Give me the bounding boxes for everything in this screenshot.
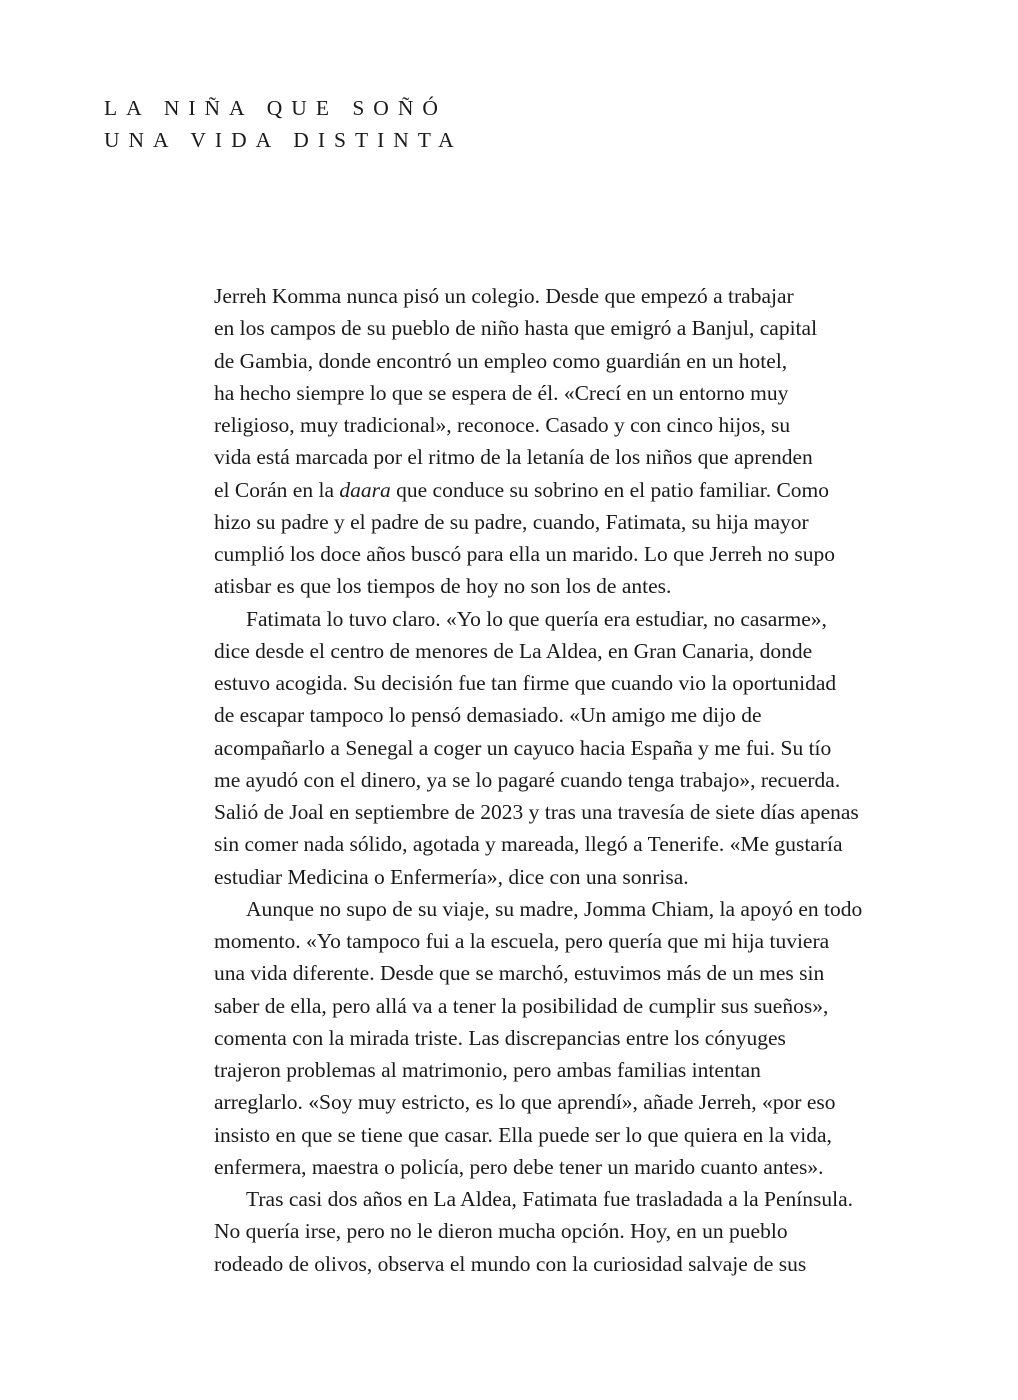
text-line: hizo su padre y el padre de su padre, cuando, Fatimata, su hija mayor bbox=[214, 509, 809, 534]
text-line: atisbar es que los tiempos de hoy no son los de antes. bbox=[214, 574, 672, 599]
text-line: ha hecho siempre lo que se espera de él. «Crecí en un entorno muy bbox=[214, 380, 789, 405]
text-line: acompañarlo a Senegal a coger un cayuco hacia España y me fui. Su tío bbox=[214, 735, 832, 760]
text-line: insisto en que se tiene que casar. Ella puede ser lo que quiera en la vida, bbox=[214, 1122, 832, 1147]
text-line: saber de ella, pero allá va a tener la posibilidad de cumplir sus sueños», bbox=[214, 993, 829, 1018]
text-line: me ayudó con el dinero, ya se lo pagaré cuando tenga trabajo», recuerda. bbox=[214, 767, 841, 792]
text-line: Jerreh Komma nunca pisó un colegio. Desde que empezó a trabajar bbox=[214, 284, 794, 308]
text-line: arreglarlo. «Soy muy estricto, es lo que aprendí», añade Jerreh, «por eso bbox=[214, 1090, 836, 1115]
body-text bbox=[214, 280, 954, 1280]
text-line: en los campos de su pueblo de niño hasta que emigró a Banjul, capital bbox=[214, 316, 818, 341]
text-line: trajeron problemas al matrimonio, pero ambas familias intentan bbox=[214, 1058, 761, 1082]
text-segment: que conduce su sobrino en el patio familiar. Como bbox=[390, 477, 830, 502]
text-line: momento. «Yo tampoco fui a la escuela, pero quería que mi hija tuviera bbox=[214, 929, 830, 953]
text-line: Salió de Joal en septiembre de 2023 y tras una travesía de siete días apenas bbox=[214, 800, 859, 824]
text-line: de Gambia, donde encontró un empleo como guardián en un hotel, bbox=[214, 348, 788, 373]
paragraph-start-line: Tras casi dos años en La Aldea, Fatimata fue trasladada a la Península. bbox=[246, 1187, 854, 1211]
text-line: No quería irse, pero no le dieron mucha opción. Hoy, en un pueblo bbox=[214, 1219, 788, 1244]
text-line: cumplió los doce años buscó para ella un marido. Lo que Jerreh no supo bbox=[214, 542, 835, 566]
text-line: vida está marcada por el ritmo de la letanía de los niños que aprenden bbox=[214, 445, 813, 470]
chapter-title-line-2: UNA VIDA DISTINTA bbox=[104, 128, 463, 153]
text-line: estuvo acogida. Su decisión fue tan firme que cuando vio la oportunidad bbox=[214, 671, 837, 695]
italic-term: daara bbox=[339, 477, 391, 502]
chapter-title bbox=[104, 92, 463, 157]
text-line: sin comer nada sólido, agotada y mareada, llegó a Tenerife. «Me gustaría bbox=[214, 832, 843, 857]
text-line: rodeado de olivos, observa el mundo con la curiosidad salvaje de sus bbox=[214, 1251, 807, 1276]
paragraph-start-line: Fatimata lo tuvo claro. «Yo lo que quería era estudiar, no casarme», bbox=[246, 606, 827, 631]
text-line bbox=[214, 474, 954, 506]
text-line: dice desde el centro de menores de La Aldea, en Gran Canaria, donde bbox=[214, 638, 813, 663]
text-line: estudiar Medicina o Enfermería», dice con una sonrisa. bbox=[214, 864, 689, 889]
text-segment: el Corán en la bbox=[214, 477, 340, 502]
paragraph-start-line: Aunque no supo de su viaje, su madre, Jomma Chiam, la apoyó en todo bbox=[246, 896, 863, 921]
text-line: una vida diferente. Desde que se marchó, estuvimos más de un mes sin bbox=[214, 961, 825, 986]
text-line: enfermera, maestra o policía, pero debe tener un marido cuanto antes». bbox=[214, 1154, 824, 1179]
chapter-title-line-1: LA NIÑA QUE SOÑÓ bbox=[104, 96, 447, 120]
text-line: de escapar tampoco lo pensó demasiado. «Un amigo me dijo de bbox=[214, 703, 762, 728]
text-line: comenta con la mirada triste. Las discrepancias entre los cónyuges bbox=[214, 1025, 786, 1050]
text-line: religioso, muy tradicional», reconoce. Casado y con cinco hijos, su bbox=[214, 413, 791, 437]
